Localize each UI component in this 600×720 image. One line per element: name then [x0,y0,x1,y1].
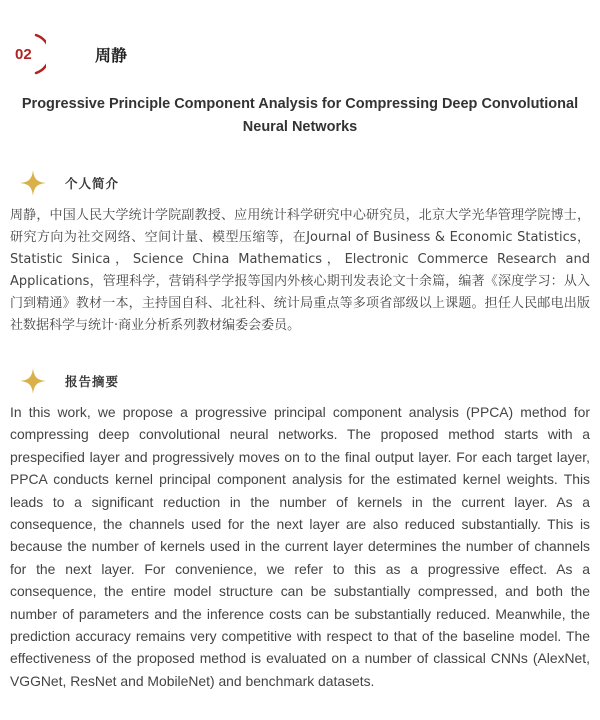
four-point-star-icon [20,170,46,196]
abstract-heading: 报告摘要 [65,374,120,389]
speaker-header [0,28,600,76]
talk-title: Progressive Principle Component Analysis for Compressing Deep Convolutional Neural Networks [21,96,579,135]
abstract-section-header [0,366,600,396]
bio-section-header [0,168,600,198]
bio-heading: 个人简介 [65,176,120,191]
four-point-star-icon [20,368,46,394]
number-badge [6,32,46,72]
speaker-name: 周静 [95,46,128,65]
abstract-text: In this work, we propose a progressive principal component analysis (PPCA) method for compressing deep convolutional neural networks. The proposed method starts with a prespecified layer and progressively moves on to the final output layer. For each target layer, PPCA conducts kernel principal component analysis for the estimated kernel weights. This leads to a significant reduction in the number of kernels in the current layer. As a consequence, the channels used for the next layer are also reduced substantially. This is because the number of kernels used in the current layer determines the number of channels for the next layer. For convenience, we refer to this as a progressive effect. As a consequence, the entire model structure can be substantially compressed, and both the number of parameters and the inference costs can be substantially reduced. Meanwhile, the prediction accuracy remains very competitive with respect to that of the baseline model. The effectiveness of the proposed method is evaluated on a number of classical CNNs (AlexNet, VGGNet, ResNet and MobileNet) and benchmark datasets. [10,404,590,689]
bio-text: 周静，中国人民大学统计学院副教授、应用统计科学研究中心研究员，北京大学光华管理学院博士，研究方向为社交网络、空间计量、模型压缩等，在Journal of Business & Economic Statistics，Statistic Sinica，Science China Mathematics，Electronic Commerce Research and Applications，管理科学，营销科学学报等国内外核心期刊发表论文十余篇，编著《深度学习：从入门到精通》教材一本，主持国自科、北社科、统计局重点等多项省部级以上课题。担任人民邮电出版社数据科学与统计·商业分析系列教材编委会委员。 [10,208,590,333]
section-number: 02 [15,46,32,63]
